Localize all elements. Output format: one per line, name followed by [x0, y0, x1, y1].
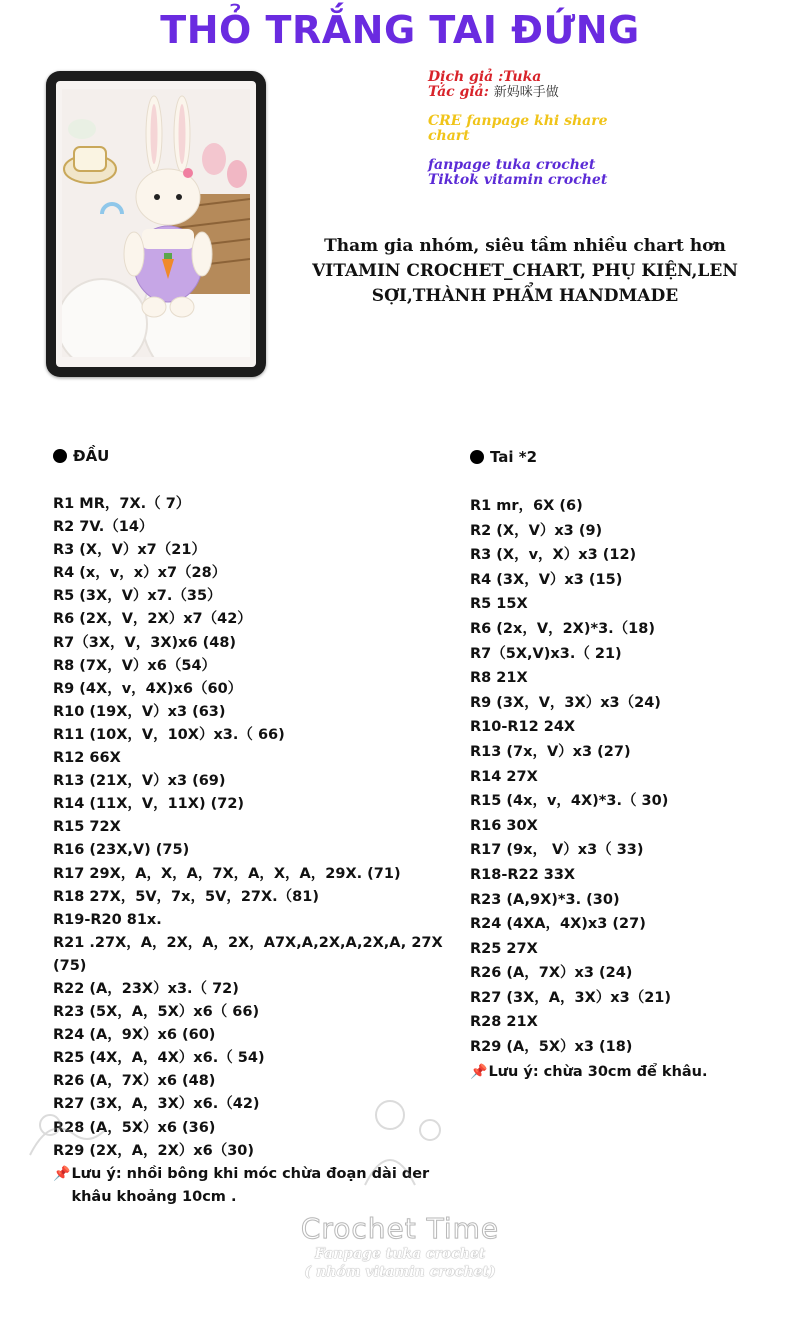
author-credit: [428, 85, 728, 100]
ear-section: [470, 448, 770, 1084]
author-name: 新妈咪手做: [493, 85, 559, 100]
cre-note: CRE fanpage khi share chart: [428, 113, 608, 144]
ear-row: R9 (3X，V，3X）x3（24): [470, 694, 661, 711]
group-invite: Tham gia nhóm, siêu tầm nhiều chart hơn VITAMIN CROCHET_CHART, PHỤ KIỆN,LEN SỢI,THÀNH PHẨM HANDMADE: [312, 236, 738, 306]
ear-row: R13 (7x，V）x3 (27): [470, 743, 631, 760]
bunny-photo: [62, 89, 250, 357]
tablet-frame: [46, 71, 266, 377]
ear-row: R17 (9x， V）x3（ 33): [470, 842, 644, 859]
ear-heading: [470, 448, 770, 466]
head-row: R21 .27X，A，2X，A，2X，A7X,A,2X,A,2X,A, 27X (75): [53, 934, 443, 974]
head-row: R13 (21X，V）x3 (69): [53, 773, 226, 790]
ear-row: R10-R12 24X: [470, 719, 576, 736]
ear-row: R29 (A，5X）x3 (18): [470, 1039, 633, 1056]
ear-row: R2 (X，V）x3 (9): [470, 522, 603, 539]
head-row: R5 (3X，V）x7.（35）: [53, 588, 222, 605]
ear-row: R7（5X,V)x3.（ 21): [470, 645, 622, 662]
ear-row: R25 27X: [470, 940, 538, 957]
head-row: R12 66X: [53, 750, 121, 767]
credits-block: [428, 70, 728, 188]
head-row: R17 29X，A，X，A，7X，A，X，A，29X. (71): [53, 865, 401, 882]
head-heading: [53, 447, 448, 465]
ear-rows-list: [470, 494, 770, 1060]
fanpage-credit: fanpage tuka crochet: [428, 157, 596, 173]
page-title: THỎ TRẮNG TAI ĐỨNG: [160, 8, 640, 52]
head-row: R14 (11X，V，11X) (72): [53, 796, 245, 813]
ear-row: R8 21X: [470, 670, 528, 687]
head-row: R25 (4X，A，4X）x6.（ 54): [53, 1050, 265, 1067]
ear-row: R26 (A，7X）x3 (24): [470, 965, 633, 982]
head-row: R2 7V.（14）: [53, 519, 154, 536]
head-row: R26 (A，7X）x6 (48): [53, 1073, 216, 1090]
ear-heading-text: Tai *2: [490, 448, 538, 466]
head-heading-text: ĐẦU: [73, 447, 110, 465]
head-row: R15 72X: [53, 819, 121, 836]
translator-credit: Dịch giả :Tuka: [428, 69, 542, 85]
head-row: R3 (X，V）x7（21）: [53, 542, 206, 559]
head-row: R1 MR，7X.（ 7）: [53, 496, 191, 512]
ear-row: R1 mr，6X (6): [470, 498, 583, 514]
ear-row: R18-R22 33X: [470, 866, 576, 883]
ear-row: R24 (4XA，4X)x3 (27): [470, 916, 646, 933]
head-note-text: Lưu ý: nhồi bông khi móc chừa đoạn dài der khâu khoảng 10cm .: [71, 1165, 430, 1205]
ear-note: [470, 1060, 770, 1084]
ear-row: R4 (3X，V）x3 (15): [470, 571, 623, 588]
head-row: R19-R20 81x.: [53, 911, 162, 928]
head-row: R27 (3X，A，3X）x6.（42): [53, 1096, 260, 1113]
tiktok-credit: Tiktok vitamin crochet: [428, 172, 608, 188]
ear-row: R14 27X: [470, 768, 538, 785]
pushpin-icon: 📌: [53, 1165, 71, 1182]
head-row: R11 (10X，V，10X）x3.（ 66): [53, 726, 285, 743]
head-row: R4 (x，v，x）x7（28）: [53, 565, 227, 582]
head-row: R28 (A，5X）x6 (36): [53, 1119, 216, 1136]
ear-row: R27 (3X，A，3X）x3（21): [470, 989, 672, 1006]
footer-brand: Crochet Time: [300, 1212, 500, 1245]
bullet-icon: [470, 450, 484, 464]
ear-row: R3 (X，v，X）x3 (12): [470, 547, 637, 564]
watermark-crafter-icon: [340, 1090, 450, 1190]
head-row: R29 (2X，A，2X）x6（30): [53, 1142, 255, 1159]
pushpin-icon: 📌: [470, 1063, 488, 1080]
ear-note-text: Lưu ý: chừa 30cm để khâu.: [488, 1063, 708, 1080]
head-row: R24 (A，9X）x6 (60): [53, 1027, 216, 1044]
head-row: R23 (5X，A，5X）x6（ 66): [53, 1004, 260, 1021]
author-label: Tác giả:: [428, 84, 489, 100]
footer-group: ( nhóm vitamin crochet): [304, 1264, 496, 1280]
ear-row: R6 (2x，V，2X)*3.（18): [470, 620, 655, 637]
head-row: R8 (7X，V）x6（54）: [53, 657, 217, 674]
footer-fanpage: Fanpage tuka crochet: [314, 1246, 486, 1262]
head-row: R6 (2X，V，2X）x7（42）: [53, 611, 252, 628]
ear-row: R28 21X: [470, 1014, 538, 1031]
watermark-illustration-icon: [20, 1095, 110, 1175]
head-rows-list: [53, 493, 448, 1163]
head-row: R18 27X，5V，7x，5V，27X.（81): [53, 888, 319, 905]
head-row: R22 (A，23X）x3.（ 72): [53, 980, 239, 997]
ear-row: R5 15X: [470, 596, 528, 613]
head-row: R9 (4X，v，4X)x6（60）: [53, 680, 243, 697]
head-row: R7（3X，V，3X)x6 (48): [53, 634, 237, 651]
tablet-screen: [56, 81, 256, 367]
footer-watermark: [240, 1212, 560, 1281]
head-row: R10 (19X，V）x3 (63): [53, 703, 226, 720]
ear-row: R23 (A,9X)*3. (30): [470, 891, 620, 908]
ear-row: R16 30X: [470, 817, 538, 834]
bullet-icon: [53, 449, 67, 463]
head-row: R16 (23X,V) (75): [53, 842, 190, 859]
ear-row: R15 (4x，v，4X)*3.（ 30): [470, 793, 669, 810]
